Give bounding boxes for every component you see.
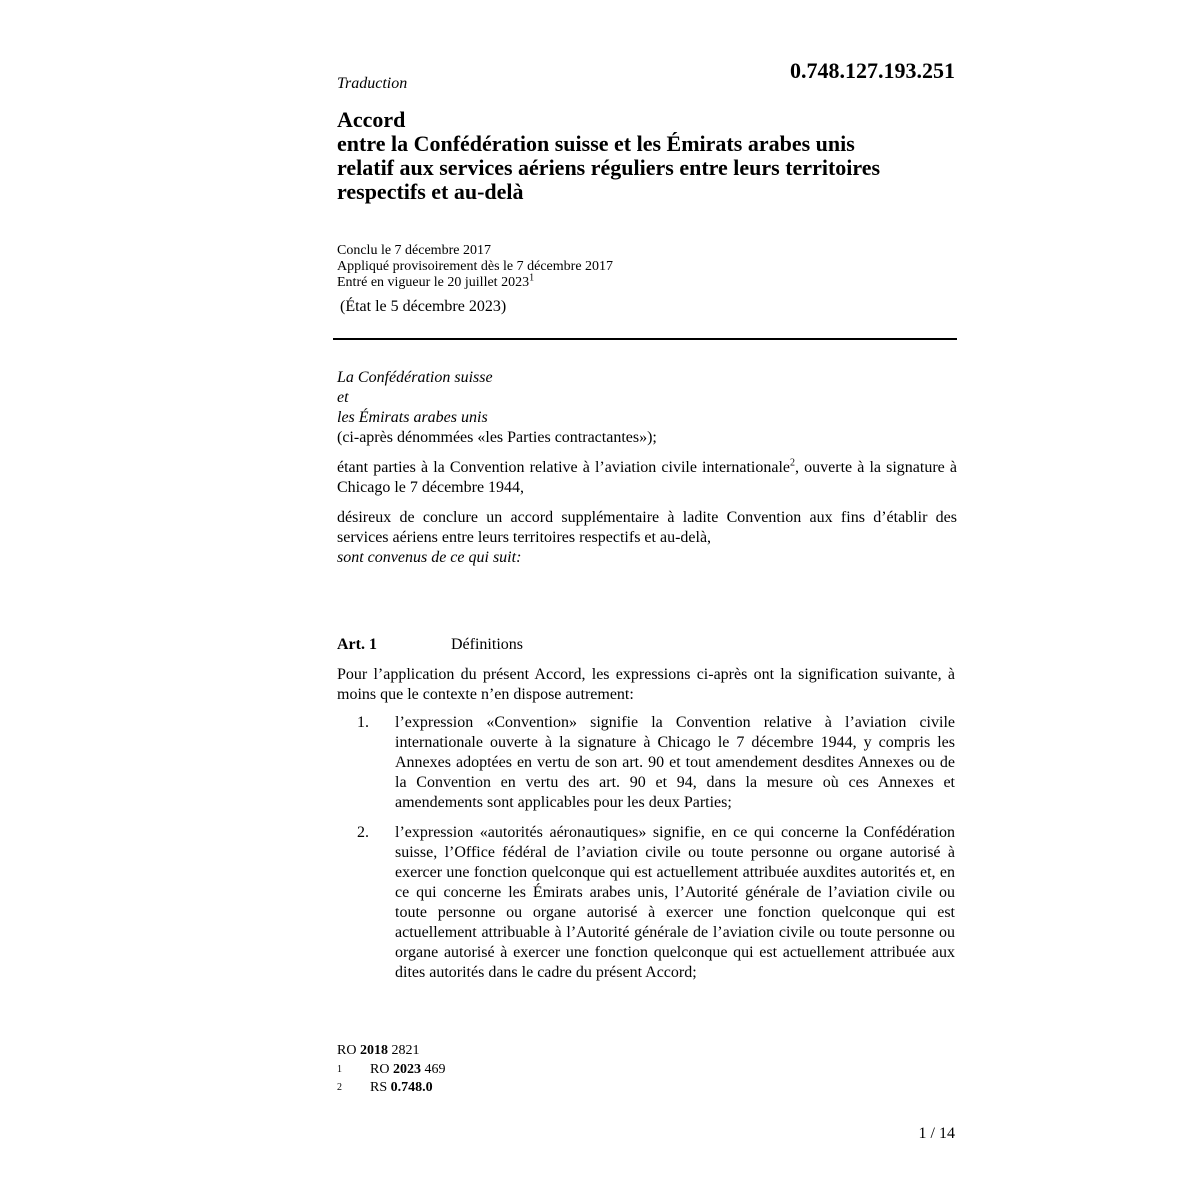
- official-compilation-ref: RO 2018 2821: [337, 1043, 420, 1058]
- definitions-list: [337, 713, 955, 993]
- sr-number: 0.748.127.193.251: [790, 58, 955, 83]
- article-number: Art. 1: [337, 636, 377, 653]
- preamble-paragraph-1: étant parties à la Convention relative à l’aviation civile internationale$^2$, ouverte à la signature à Chicago le 7 décembre 1944,: [337, 457, 958, 496]
- article-intro: Pour l’application du présent Accord, les expressions ci-après ont la signification suivante, à moins que le contexte n’en dispose autrement:: [337, 666, 955, 703]
- list-item-text: l’expression «autorités aéronautiques» signifie, en ce qui concerne la Confédération suisse, l’Office fédéral de l’aviation civile ou toute personne ou organe autorisé à exercer une fonction quelconque qui est actuellement attribuée auxdites autorités et, en ce qui concerne les Émirats arabes unis, l’Autorité générale de l’aviation civile ou toute personne ou organe autorisé à exercer une fonction quelconque qui est actuellement attribuable à l’Autorité générale de l’aviation civile ou toute personne ou organe autorisé à exercer une fonction quelconque qui est actuellement attribuée aux dites autorités dans le cadre du présent Accord;: [395, 824, 955, 981]
- footnote-ref-1[interactable]: 1: [529, 272, 535, 284]
- list-item: [337, 823, 955, 983]
- translation-label: Traduction: [337, 75, 408, 92]
- party-2: les Émirats arabes unis: [337, 409, 488, 426]
- document-title: [337, 108, 957, 204]
- status-date: (État le 5 décembre 2023): [340, 298, 507, 315]
- conjunction: et: [337, 389, 349, 406]
- list-item-number: 2.: [357, 824, 369, 841]
- horizontal-rule: [333, 338, 957, 340]
- title-line-2: entre la Confédération suisse et les Émirats arabes unis: [337, 131, 855, 156]
- concluded-date: Conclu le 7 décembre 2017: [337, 243, 491, 258]
- dates-block: [337, 243, 613, 291]
- applied-date: Appliqué provisoirement dès le 7 décembre 2017: [337, 259, 614, 274]
- list-item-text: l’expression «Convention» signifie la Convention relative à l’aviation civile internationale ouverte à la signature à Chicago le 7 décembre 1944, y compris les Annexes adoptées en vertu de son art. 90 et tout amendement desdites Annexes ou de la Convention en vertu des art. 90 et 94, dans la mesure où ces Annexes et amendements sont applicables pour les deux Parties;: [395, 714, 955, 811]
- article-title: Définitions: [451, 636, 523, 653]
- preamble-closing: sont convenus de ce qui suit:: [337, 549, 522, 566]
- article-heading: [337, 636, 523, 654]
- footnote-ref-2[interactable]: 2: [790, 457, 796, 469]
- page-number: 1 / 14: [918, 1125, 955, 1142]
- in-force-date: Entré en vigueur le 20 juillet 2023$^1$: [337, 272, 535, 290]
- title-line-3: relatif aux services aériens réguliers entre leurs territoires: [337, 155, 881, 180]
- list-item: [337, 713, 955, 813]
- preamble-paragraph-2: désireux de conclure un accord supplémentaire à ladite Convention aux fins d’établir des services aériens entre leurs territoires respectifs et au-delà,: [337, 509, 957, 546]
- preamble: [337, 368, 957, 568]
- footnote-1: 1 RO 2023 469: [337, 1062, 446, 1077]
- list-item-number: 1.: [357, 714, 369, 731]
- party-1: La Confédération suisse: [337, 369, 493, 386]
- title-line-4: respectifs et au-delà: [337, 179, 524, 204]
- parties-designation: (ci-après dénommées «les Parties contractantes»);: [337, 429, 657, 446]
- footnote-2: 2 RS 0.748.0: [337, 1080, 433, 1095]
- title-line-1: Accord: [337, 107, 406, 132]
